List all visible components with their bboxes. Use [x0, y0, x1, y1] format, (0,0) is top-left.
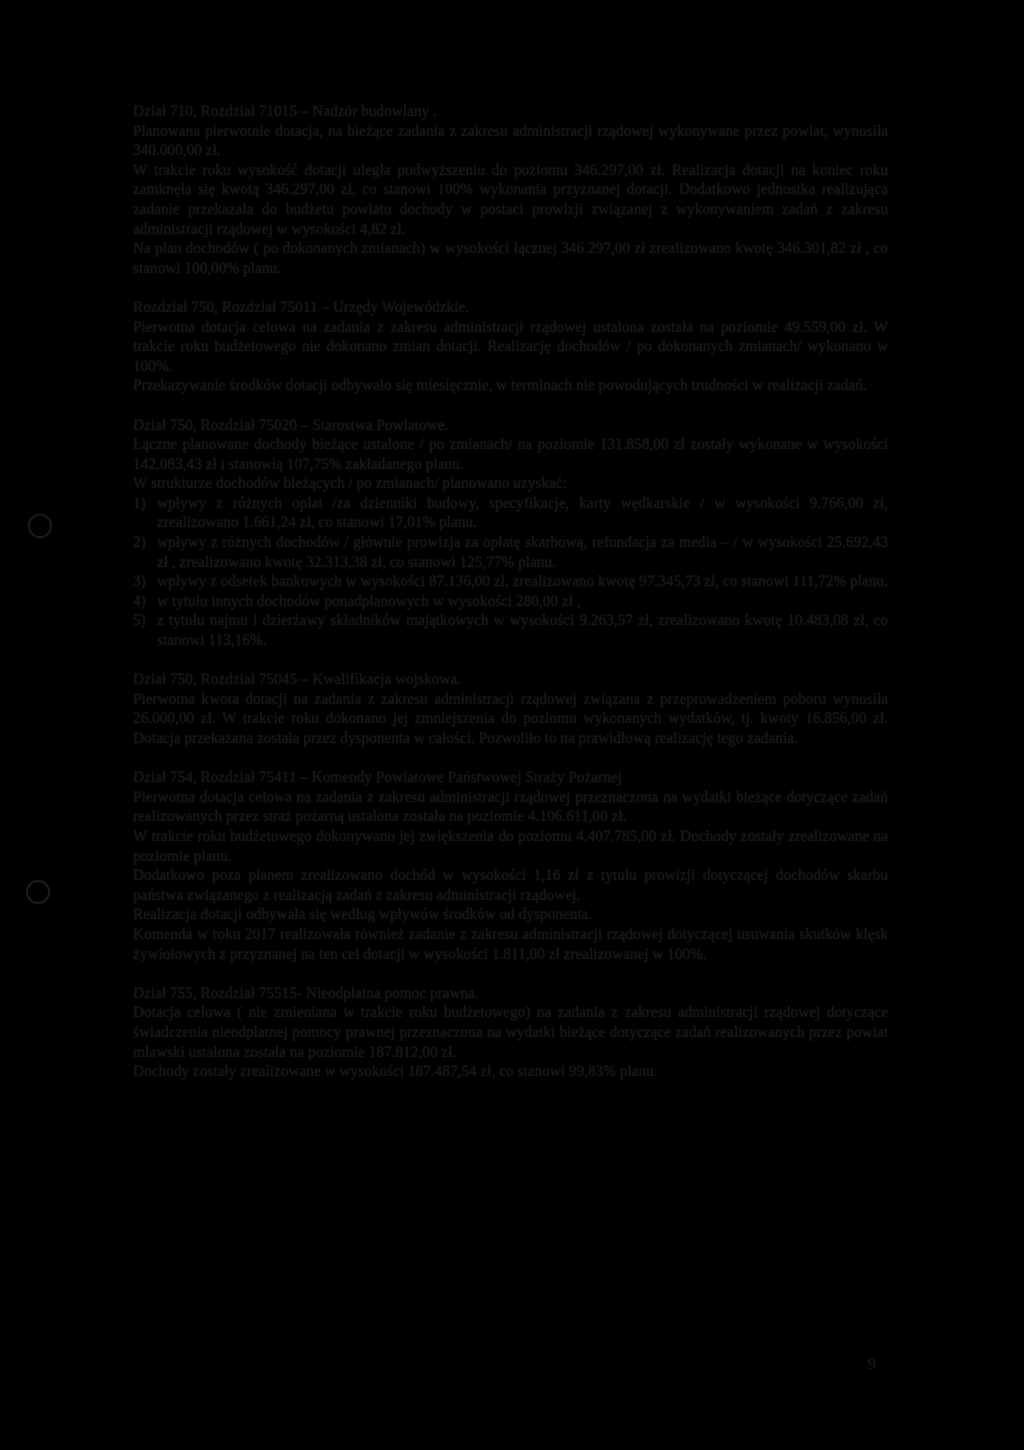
section-paragraph: W trakcie roku budżetowego dokonywano jej zwiększenia do poziomu 4.407.785,00 zł. Dochody zostały zrealizowane na poziomie planu. — [133, 827, 888, 865]
list-item — [133, 592, 888, 612]
document-section — [133, 670, 888, 748]
numbered-list — [133, 494, 888, 651]
section-paragraph: Dotacja celowa ( nie zmieniana w trakcie roku budżetowego) na zadania z zakresu administracji rządowej dotyczące świadczenia nieodpłatnej pomocy prawnej przeznaczona na wydatki bieżące dotyczące zadań realizowanych przez powiat mławski ustalona została na poziomie 187.812,00 zł. — [133, 1004, 888, 1061]
document-section — [133, 102, 888, 278]
list-item-text: wpływy z różnych opłat /za dzienniki budowy, specyfikacje, karty wędkarskie / w wysokości 9.766,00 zł, zrealizowano 1.661,24 zł, co stanowi 17,01% planu. — [157, 494, 888, 532]
list-item — [133, 611, 888, 650]
section-paragraph: Przekazywanie środków dotacji odbywało się miesięcznie, w terminach nie powodujących trudności w realizacji zadań. — [133, 377, 867, 395]
list-item-number: 5) — [133, 612, 146, 630]
section-paragraph: Pierwotna kwota dotacji na zadania z zakresu administracji rządowej związana z przeprowadzeniem poboru wynosiła 26.000,00 zł. W trakcie roku dokonano jej zmniejszenia do poziomu wykonanych wydatków, tj. kwoty 16.856,00 zł. Dotacja przekazana została przez dysponenta w całości. Pozwoliło to na prawidłową realizację tego zadania. — [133, 690, 888, 747]
list-item-number: 2) — [133, 534, 146, 552]
list-item-text: w tytułu innych dochodów ponadplanowych w wysokości 280,00 zł , — [157, 592, 581, 610]
list-item-number: 4) — [133, 592, 146, 610]
document-section — [133, 416, 888, 651]
page-number: 9 — [868, 1356, 876, 1373]
list-item-number: 1) — [133, 494, 146, 512]
section-heading: Dział 755, Rozdział 75515- Nieodpłatna pomoc prawna. — [133, 984, 479, 1002]
list-item — [133, 494, 888, 533]
list-item-text: wpływy z różnych dochodów / głównie prowizja za opłatę skarbową, refundacja za media – / w wysokości 25.692,43 zł , zrealizowano kwotę 32.313,38 zł, co stanowi 125,77% planu. — [157, 534, 888, 571]
document-section — [133, 768, 888, 964]
document-body — [133, 102, 888, 1101]
list-item — [133, 572, 888, 592]
section-paragraph: Dodatkowo poza planem zrealizowano dochód w wysokości 1,16 zł z tytułu prowizji dotyczącej dochodów skarbu państwa związanego z realizacją zadań z zakresu administracji rządowej. — [133, 867, 888, 904]
section-heading: Rozdział 750, Rozdział 75011 – Urzędy Wojewódzkie. — [133, 298, 470, 316]
section-paragraph: Komenda w roku 2017 realizowała również zadanie z zakresu administracji rządowej dotyczącej usuwania skutków klęsk żywiołowych z przyznanej na ten cel dotacji w wysokości 1.811,00 zł zrealizowanej w 100%. — [133, 925, 888, 963]
list-item-number: 3) — [133, 573, 146, 591]
section-paragraph: Realizacja dotacji odbywała się według wpływów środków od dysponenta. — [133, 906, 593, 924]
section-paragraph: Pierwotna dotacja celowa na zadania z zakresu administracji rządowej ustalona została na poziomie 49.559,00 zł. W trakcie roku budżetowego nie dokonano zmian dotacji. Realizację dochodów / po dokonanych zmianach/ wykonano w 100%. — [133, 318, 888, 375]
list-item-text: z tytułu najmu i dzierżawy składników majątkowych w wysokości 9.263,57 zł, zrealizowano kwotę 10.483,08 zł, co stanowi 113,16%. — [157, 612, 888, 650]
document-section — [133, 984, 888, 1082]
section-paragraph: Łączne planowane dochody bieżące ustalone / po zmianach/ na poziomie 131.858,00 zł zostały wykonane w wysokości 142.083,43 zł i stanowią 107,75% zakładanego planu. — [133, 436, 888, 473]
section-paragraph: Na plan dochodów ( po dokonanych zmianach) w wysokości łącznej 346.297,00 zł zrealizowano kwotę 346.301,82 zł , co stanowi 100,00% planu. — [133, 240, 888, 277]
section-heading: Dział 750, Rozdział 75045 – Kwalifikacja wojskowa. — [133, 671, 461, 689]
section-heading: Dział 750, Rozdział 75020 – Starostwa Powiatowe. — [133, 416, 449, 434]
section-paragraph: Dochody zostały zrealizowane w wysokości 187.487,54 zł, co stanowi 99,83% planu. — [133, 1063, 658, 1081]
punch-hole-mark — [28, 514, 52, 538]
section-heading: Dział 710, Rozdział 71015 – Nadzór budowlany . — [133, 103, 437, 120]
section-heading: Dział 754, Rozdział 75411 – Komendy Powiatowe Państwowej Straży Pożarnej — [133, 769, 622, 787]
list-item — [133, 533, 888, 572]
punch-hole-mark — [26, 880, 50, 904]
section-paragraph: W strukturze dochodów bieżących / po zmianach/ planowano uzyskać: — [133, 475, 567, 493]
section-paragraph: W trakcie roku wysokość dotacji uległa podwyższeniu do poziomu 346.297,00 zł. Realizacja dotacji na koniec roku zamknęła się kwotą 346.297,00 zł, co stanowi 100% wykonania przyznanej dotacji. Dodatkowo jednostka realizująca zadanie przekazała do budżetu powiatu dochody w postaci prowizji związanej z wykonywaniem zadań z zakresu administracji rządowej w wysokości 4,82 zł. — [133, 161, 888, 238]
section-paragraph: Pierwotna dotacja celowa na zadania z zakresu administracji rządowej przeznaczona na wydatki bieżące dotyczące zadań realizowanych przez straż pożarną ustalona została na poziomie 4.106.611,00 zł. — [133, 788, 888, 826]
list-item-text: wpływy z odsetek bankowych w wysokości 87.136,00 zł, zrealizowano kwotę 97.345,73 zł, co stanowi 111,72% planu. — [157, 573, 888, 591]
document-section — [133, 298, 888, 396]
section-paragraph: Planowana pierwotnie dotacja, na bieżące zadania z zakresu administracji rządowej wykonywane przez powiat, wynosiła 340.000,00 zł. — [133, 122, 888, 160]
